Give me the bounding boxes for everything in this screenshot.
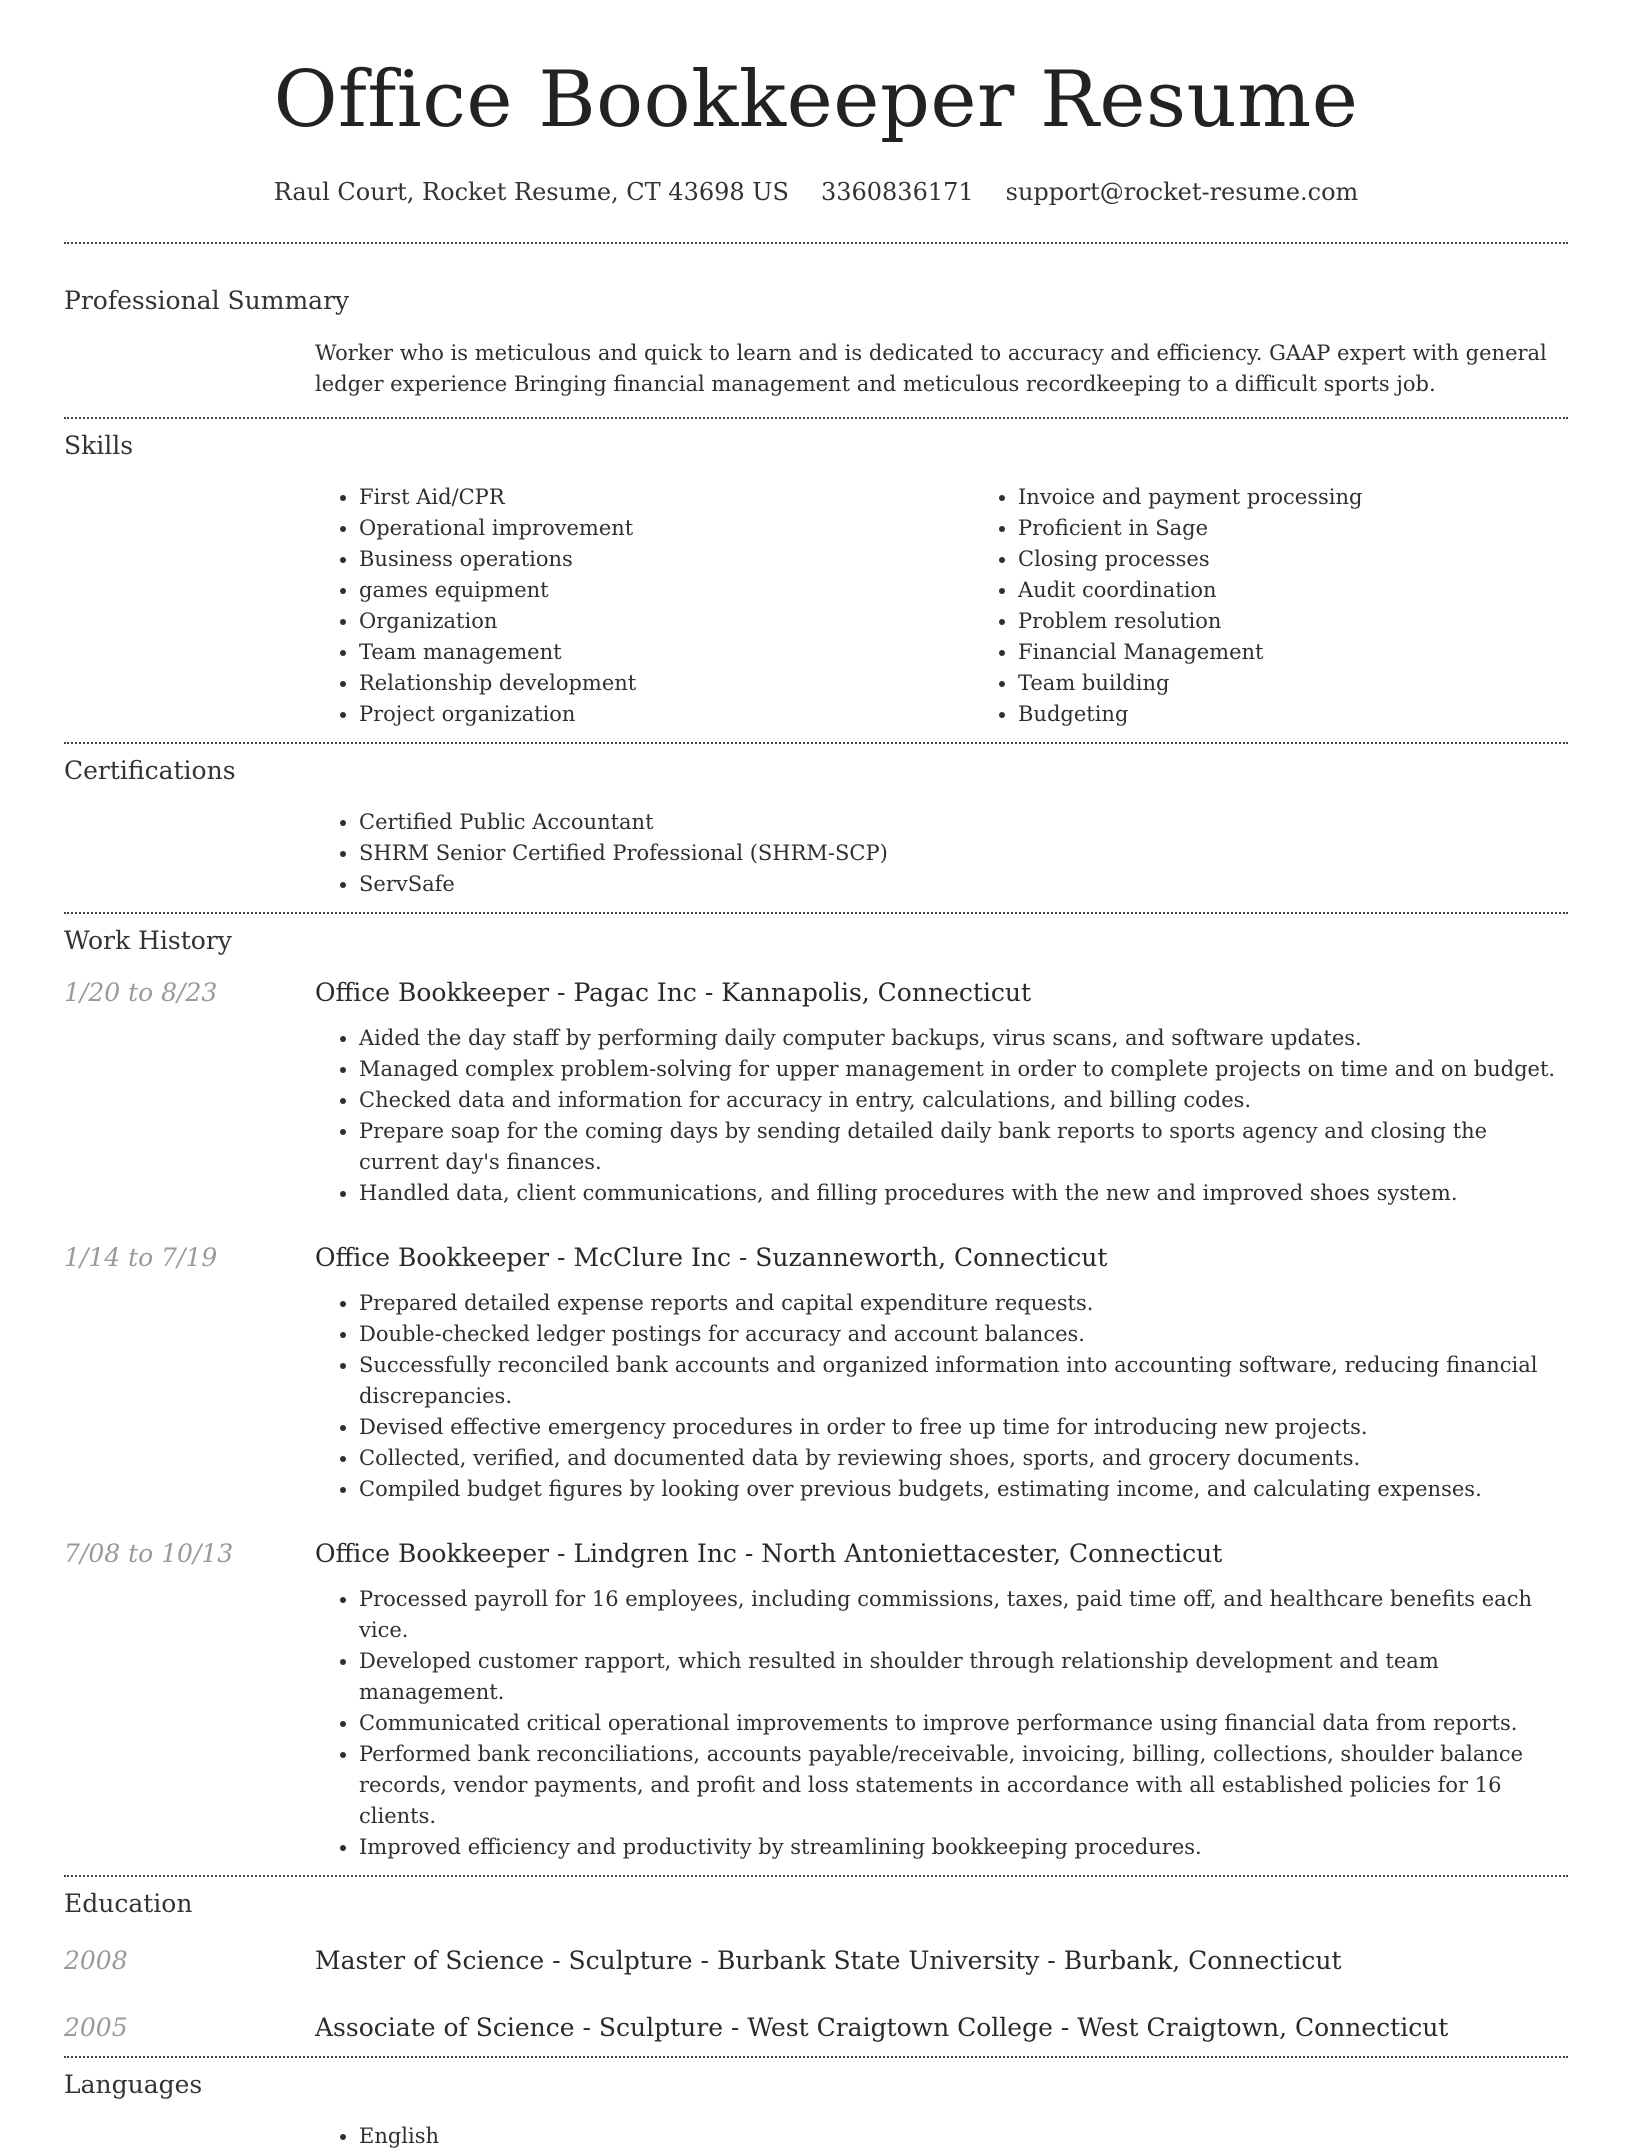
job-dates: 1/20 to 8/23 <box>64 978 218 1007</box>
certifications-list <box>315 807 1568 900</box>
list-item: • Double-checked ledger postings for accuracy and account balances. <box>359 1319 1568 1350</box>
list-item: • Collected, verified, and documented data by reviewing shoes, sports, and grocery documents. <box>359 1443 1568 1474</box>
list-item: • Handled data, client communications, and filling procedures with the new and improved shoes system. <box>359 1178 1568 1209</box>
list-item: • Problem resolution <box>1018 606 1632 637</box>
list-item: • Closing processes <box>1018 544 1632 575</box>
skills-section <box>0 419 1632 742</box>
list-item: • Financial Management <box>1018 637 1632 668</box>
list-item: • Invoice and payment processing <box>1018 482 1632 513</box>
list-item: • Performed bank reconciliations, accounts payable/receivable, invoicing, billing, collections, shoulder balance records, vendor payments, and profit and loss statements in accordance with all established policies for 16 clients. <box>359 1739 1568 1832</box>
job-dates: 7/08 to 10/13 <box>64 1539 234 1568</box>
education-section <box>0 1877 1632 2056</box>
languages-section <box>0 2058 1632 2152</box>
list-item: • Certified Public Accountant <box>359 807 1568 838</box>
list-item: • Developed customer rapport, which resulted in shoulder through relationship development and team management. <box>359 1646 1568 1708</box>
job-title: Office Bookkeeper - Pagac Inc - Kannapolis, Connecticut <box>315 978 1032 1007</box>
list-item: • Operational improvement <box>359 513 974 544</box>
education-entry <box>64 1945 1568 1977</box>
list-item: • First Aid/CPR <box>359 482 974 513</box>
section-title-skills: Skills <box>64 431 134 460</box>
job-title: Office Bookkeeper - Lindgren Inc - North Antoniettacester, Connecticut <box>315 1539 1223 1568</box>
section-title-languages: Languages <box>64 2070 203 2099</box>
resume-header <box>0 0 1632 208</box>
education-degree: Master of Science - Sculpture - Burbank State University - Burbank, Connecticut <box>315 1946 1342 1975</box>
list-item: • Budgeting <box>1018 699 1632 730</box>
job-entry <box>64 977 1568 1209</box>
summary-text: Worker who is meticulous and quick to learn and is dedicated to accuracy and efficiency. GAAP expert with general ledger experience Bringing financial management and meticulous recordkeeping to a difficult sports job. <box>315 341 1547 396</box>
job-header <box>64 977 1568 1009</box>
languages-list <box>315 2121 1568 2152</box>
list-item: • Audit coordination <box>1018 575 1632 606</box>
list-item: • Processed payroll for 16 employees, including commissions, taxes, paid time off, and healthcare benefits each vice. <box>359 1584 1568 1646</box>
job-header <box>64 1538 1568 1570</box>
summary-section <box>0 244 1632 417</box>
languages-content <box>315 2121 1568 2152</box>
list-item: • SHRM Senior Certified Professional (SHRM-SCP) <box>359 838 1568 869</box>
education-degree: Associate of Science - Sculpture - West Craigtown College - West Craigtown, Connecticut <box>315 2013 1449 2042</box>
list-item: • ServSafe <box>359 869 1568 900</box>
list-item: • Relationship development <box>359 668 974 699</box>
list-item: • Business operations <box>359 544 974 575</box>
section-title-education: Education <box>64 1889 193 1918</box>
list-item: • Proficient in Sage <box>1018 513 1632 544</box>
list-item: • Successfully reconciled bank accounts and organized information into accounting software, reducing financial discrepancies. <box>359 1350 1568 1412</box>
skills-list-left <box>315 482 974 730</box>
list-item: • Checked data and information for accuracy in entry, calculations, and billing codes. <box>359 1085 1568 1116</box>
education-entry <box>64 2012 1568 2044</box>
list-item: • Devised effective emergency procedures in order to free up time for introducing new projects. <box>359 1412 1568 1443</box>
work-history-section <box>0 914 1632 1875</box>
list-item: • Team management <box>359 637 974 668</box>
section-title-summary: Professional Summary <box>64 286 350 315</box>
contact-email: support@rocket-resume.com <box>1005 178 1359 206</box>
education-year: 2005 <box>64 2013 128 2042</box>
job-bullets <box>315 1584 1568 1863</box>
contact-address: Raul Court, Rocket Resume, CT 43698 US <box>273 178 789 206</box>
list-item: • Aided the day staff by performing daily computer backups, virus scans, and software updates. <box>359 1023 1568 1054</box>
skills-columns <box>315 482 1568 730</box>
list-item: • English <box>359 2121 1568 2152</box>
list-item: • Team building <box>1018 668 1632 699</box>
certifications-content <box>315 807 1568 900</box>
job-header <box>64 1242 1568 1274</box>
section-title-certifications: Certifications <box>64 756 236 785</box>
job-dates: 1/14 to 7/19 <box>64 1243 218 1272</box>
section-title-work-history: Work History <box>64 926 232 955</box>
list-item: • Managed complex problem-solving for upper management in order to complete projects on time and on budget. <box>359 1054 1568 1085</box>
list-item: • Improved efficiency and productivity by streamlining bookkeeping procedures. <box>359 1832 1568 1863</box>
job-entry <box>64 1538 1568 1863</box>
list-item: • Communicated critical operational improvements to improve performance using financial data from reports. <box>359 1708 1568 1739</box>
contact-line <box>0 176 1632 208</box>
list-item: • games equipment <box>359 575 974 606</box>
job-bullets <box>315 1023 1568 1209</box>
job-entry <box>64 1242 1568 1505</box>
certifications-section <box>0 744 1632 912</box>
job-bullets <box>315 1288 1568 1505</box>
list-item: • Project organization <box>359 699 974 730</box>
resume-title: Office Bookkeeper Resume <box>273 55 1359 145</box>
list-item: • Compiled budget figures by looking over previous budgets, estimating income, and calculating expenses. <box>359 1474 1568 1505</box>
education-year: 2008 <box>64 1946 128 1975</box>
list-item: • Prepare soap for the coming days by sending detailed daily bank reports to sports agency and closing the current day's finances. <box>359 1116 1568 1178</box>
skills-list-right <box>974 482 1632 730</box>
contact-phone: 3360836171 <box>820 178 974 206</box>
list-item: • Organization <box>359 606 974 637</box>
job-title: Office Bookkeeper - McClure Inc - Suzanneworth, Connecticut <box>315 1243 1108 1272</box>
list-item: • Prepared detailed expense reports and capital expenditure requests. <box>359 1288 1568 1319</box>
